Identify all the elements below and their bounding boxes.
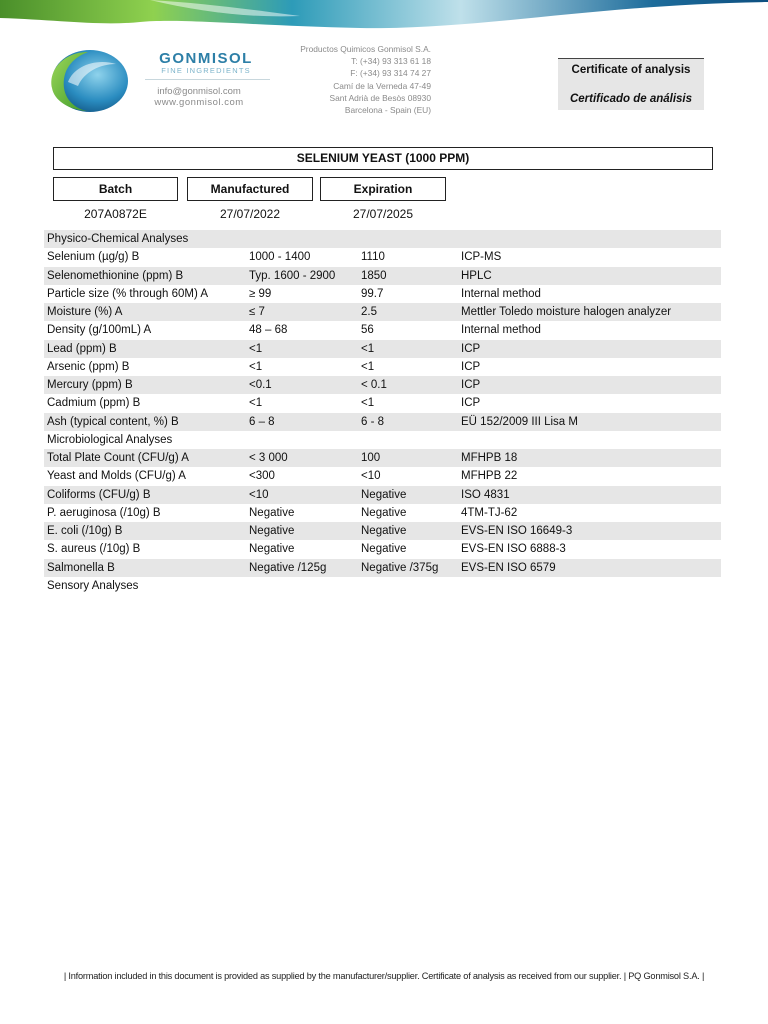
table-row — [44, 248, 721, 266]
table-row — [44, 303, 721, 321]
method-cell: EVS-EN ISO 16649-3 — [461, 525, 573, 537]
result-cell: <10 — [361, 470, 381, 483]
table-row — [44, 486, 721, 504]
method-cell: EVS-EN ISO 6579 — [461, 561, 556, 574]
result-cell: 1110 — [361, 251, 385, 264]
specification-cell: <300 — [249, 470, 275, 483]
table-row — [44, 358, 721, 376]
specification-cell: <1 — [249, 342, 263, 355]
header-wave-decoration — [0, 0, 768, 34]
specification-cell: Negative — [249, 543, 295, 556]
table-row — [44, 321, 721, 339]
analysis-table — [44, 230, 721, 595]
specification-cell: 1000 - 1400 — [249, 251, 311, 264]
result-cell: < 0.1 — [361, 379, 387, 391]
section-header-row — [44, 431, 721, 449]
table-row — [44, 340, 721, 358]
table-row — [44, 376, 721, 394]
result-cell: Negative — [361, 543, 407, 556]
parameter-cell: Arsenic (ppm) B — [47, 360, 130, 373]
method-cell: ICP-MS — [461, 251, 502, 264]
result-cell: Negative — [361, 488, 407, 501]
specification-cell: <0.1 — [249, 379, 272, 391]
result-cell: 100 — [361, 452, 381, 464]
parameter-cell: P. aeruginosa (/10g) B — [47, 506, 161, 519]
parameter-cell: Ash (typical content, %) B — [47, 415, 179, 428]
table-row — [44, 285, 721, 303]
parameter-cell: Density (g/100mL) A — [47, 324, 152, 337]
specification-cell: Typ. 1600 - 2900 — [249, 269, 336, 282]
specification-cell: Negative /125g — [249, 561, 327, 574]
expiration-value: 27/07/2025 — [352, 207, 414, 221]
manufactured-header: Manufactured — [187, 177, 313, 201]
parameter-cell: Lead (ppm) B — [47, 342, 117, 355]
method-cell: 4TM-TJ-62 — [461, 506, 518, 519]
result-cell: 99.7 — [361, 287, 384, 300]
certificate-title-en: Certificate of analysis — [571, 64, 691, 76]
result-cell: 1850 — [361, 269, 387, 282]
result-cell: <1 — [361, 360, 375, 373]
company-email: info@gonmisol.com — [157, 86, 241, 97]
certificate-title-box — [558, 58, 704, 110]
table-row — [44, 394, 721, 412]
table-row — [44, 413, 721, 431]
specification-cell: 6 – 8 — [249, 415, 275, 428]
table-row — [44, 559, 721, 577]
section-header-row — [44, 577, 721, 595]
method-cell: ICP — [461, 379, 481, 391]
method-cell: HPLC — [461, 269, 492, 282]
method-cell: Mettler Toledo moisture halogen analyzer — [461, 306, 672, 318]
address-line: Productos Quimicos Gonmisol S.A. — [300, 44, 431, 54]
parameter-cell: Total Plate Count (CFU/g) A — [47, 452, 189, 464]
method-cell: EVS-EN ISO 6888-3 — [461, 543, 566, 556]
parameter-cell: Cadmium (ppm) B — [47, 397, 141, 410]
method-cell: Internal method — [461, 287, 541, 300]
specification-cell: ≥ 99 — [249, 287, 272, 300]
result-cell: Negative — [361, 525, 407, 537]
parameter-cell: Moisture (%) A — [47, 306, 123, 318]
specification-cell: <10 — [249, 488, 269, 501]
result-cell: 6 - 8 — [361, 415, 385, 428]
method-cell: EÜ 152/2009 III Lisa M — [461, 415, 578, 428]
specification-cell: < 3 000 — [249, 452, 288, 464]
batch-value: 207A0872E — [84, 207, 147, 221]
section-header-row — [44, 230, 721, 248]
parameter-cell: E. coli (/10g) B — [47, 525, 123, 537]
company-website: www.gonmisol.com — [154, 97, 244, 108]
gonmisol-logo — [44, 48, 130, 114]
specification-cell: <1 — [249, 397, 263, 410]
address-line: T: (+34) 93 313 61 18 — [351, 56, 431, 67]
expiration-header: Expiration — [320, 177, 446, 201]
specification-cell: 48 – 68 — [249, 324, 288, 337]
table-row — [44, 522, 721, 540]
company-address — [280, 43, 431, 116]
table-row — [44, 467, 721, 485]
address-line: Sant Adrià de Besòs 08930 — [329, 92, 431, 103]
section-title: Sensory Analyses — [47, 579, 139, 592]
parameter-cell: Coliforms (CFU/g) B — [47, 488, 151, 501]
product-title: SELENIUM YEAST (1000 PPM) — [53, 147, 713, 170]
result-cell: <1 — [361, 397, 375, 410]
parameter-cell: Mercury (ppm) B — [47, 379, 133, 391]
result-cell: Negative /375g — [361, 561, 439, 574]
parameter-cell: Salmonella B — [47, 561, 115, 574]
specification-cell: <1 — [249, 360, 263, 373]
manufactured-value: 27/07/2022 — [219, 207, 281, 221]
result-cell: 56 — [361, 324, 374, 337]
batch-header: Batch — [53, 177, 178, 201]
method-cell: MFHPB 18 — [461, 452, 518, 464]
table-row — [44, 267, 721, 285]
specification-cell: Negative — [249, 506, 295, 519]
method-cell: Internal method — [461, 324, 541, 337]
specification-cell: Negative — [249, 525, 295, 537]
result-cell: <1 — [361, 342, 375, 355]
brand-name: GONMISOL — [159, 50, 253, 67]
certificate-title-es: Certificado de análisis — [569, 93, 693, 105]
brand-tagline: FINE INGREDIENTS — [161, 66, 251, 75]
brand-divider — [145, 79, 270, 80]
table-row — [44, 449, 721, 467]
method-cell: MFHPB 22 — [461, 470, 518, 483]
specification-cell: ≤ 7 — [249, 306, 265, 318]
address-line: Camí de la Verneda 47-49 — [333, 80, 431, 91]
address-line: Barcelona - Spain (EU) — [344, 105, 431, 116]
method-cell: ICP — [461, 397, 481, 410]
parameter-cell: Particle size (% through 60M) A — [47, 287, 209, 300]
parameter-cell: Selenomethionine (ppm) B — [47, 269, 184, 282]
parameter-cell: S. aureus (/10g) B — [47, 543, 141, 556]
section-title: Physico-Chemical Analyses — [47, 233, 189, 245]
table-row — [44, 540, 721, 558]
parameter-cell: Selenium (µg/g) B — [47, 251, 140, 264]
result-cell: 2.5 — [361, 306, 377, 318]
result-cell: Negative — [361, 506, 407, 519]
address-line: F: (+34) 93 314 74 27 — [350, 68, 431, 79]
footer-disclaimer: | Information included in this document is provided as supplied by the manufacturer/supplier. Certificate of analysis as received from our supplier. | PQ Gonmisol S.A. | — [63, 971, 705, 981]
method-cell: ISO 4831 — [461, 488, 510, 501]
method-cell: ICP — [461, 342, 481, 355]
section-title: Microbiological Analyses — [47, 433, 173, 446]
parameter-cell: Yeast and Molds (CFU/g) A — [47, 470, 186, 483]
table-row — [44, 504, 721, 522]
method-cell: ICP — [461, 360, 481, 373]
